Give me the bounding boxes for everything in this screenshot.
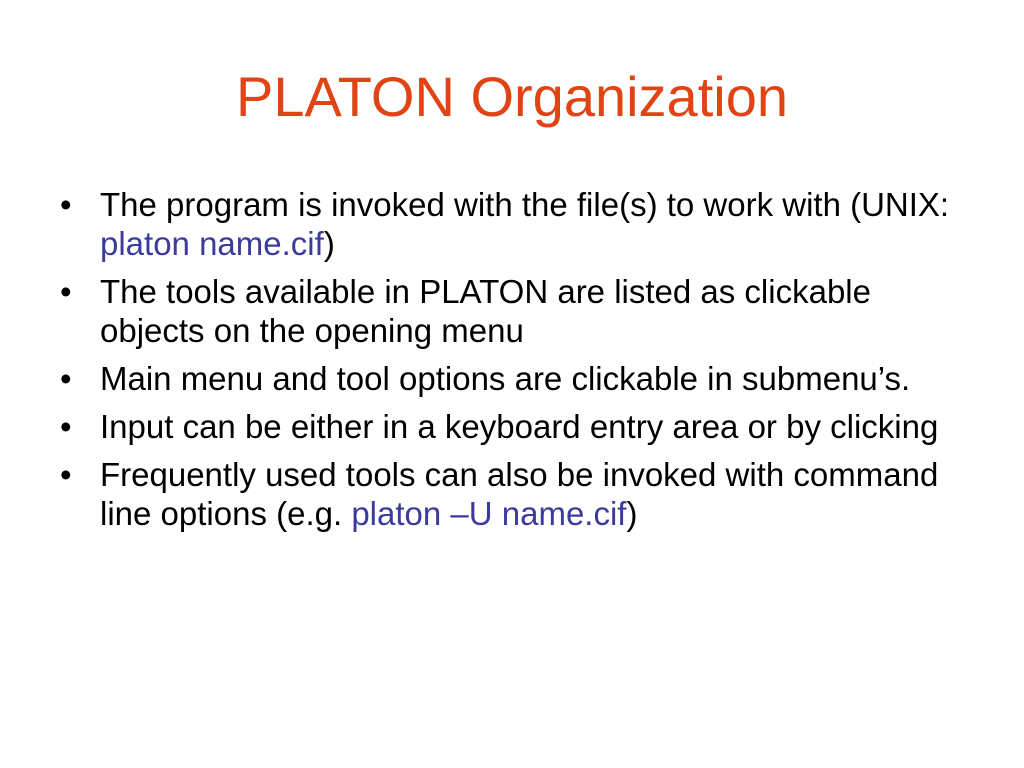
- bullet-item-command-line: [60, 455, 960, 533]
- bullet-item-menus: [60, 359, 960, 398]
- bullet-item-tools: [60, 272, 960, 350]
- bullet-text: Main menu and tool options are clickable in submenu’s.: [100, 360, 911, 397]
- bullet-icon: •: [60, 408, 72, 445]
- bullet-item-invocation: [60, 185, 960, 263]
- bullet-item-input: [60, 407, 960, 446]
- bullet-icon: •: [60, 456, 72, 493]
- bullet-text: The tools available in PLATON are listed as clickable objects on the opening menu: [100, 273, 871, 349]
- bullet-text: Frequently used tools can also be invoked with command line options (e.g.: [100, 456, 939, 532]
- bullet-list: [60, 185, 960, 542]
- command-example: platon name.cif: [100, 225, 324, 262]
- bullet-text: The program is invoked with the file(s) to work with (UNIX:: [100, 186, 950, 223]
- bullet-icon: •: [60, 186, 72, 223]
- bullet-icon: •: [60, 360, 72, 397]
- command-example: platon –U name.cif: [351, 495, 627, 532]
- slide-title: PLATON Organization: [236, 65, 788, 128]
- bullet-text-suffix: ): [323, 225, 335, 262]
- bullet-text: Input can be either in a keyboard entry area or by clicking: [100, 408, 939, 445]
- bullet-text-suffix: ): [626, 495, 638, 532]
- bullet-icon: •: [60, 273, 72, 310]
